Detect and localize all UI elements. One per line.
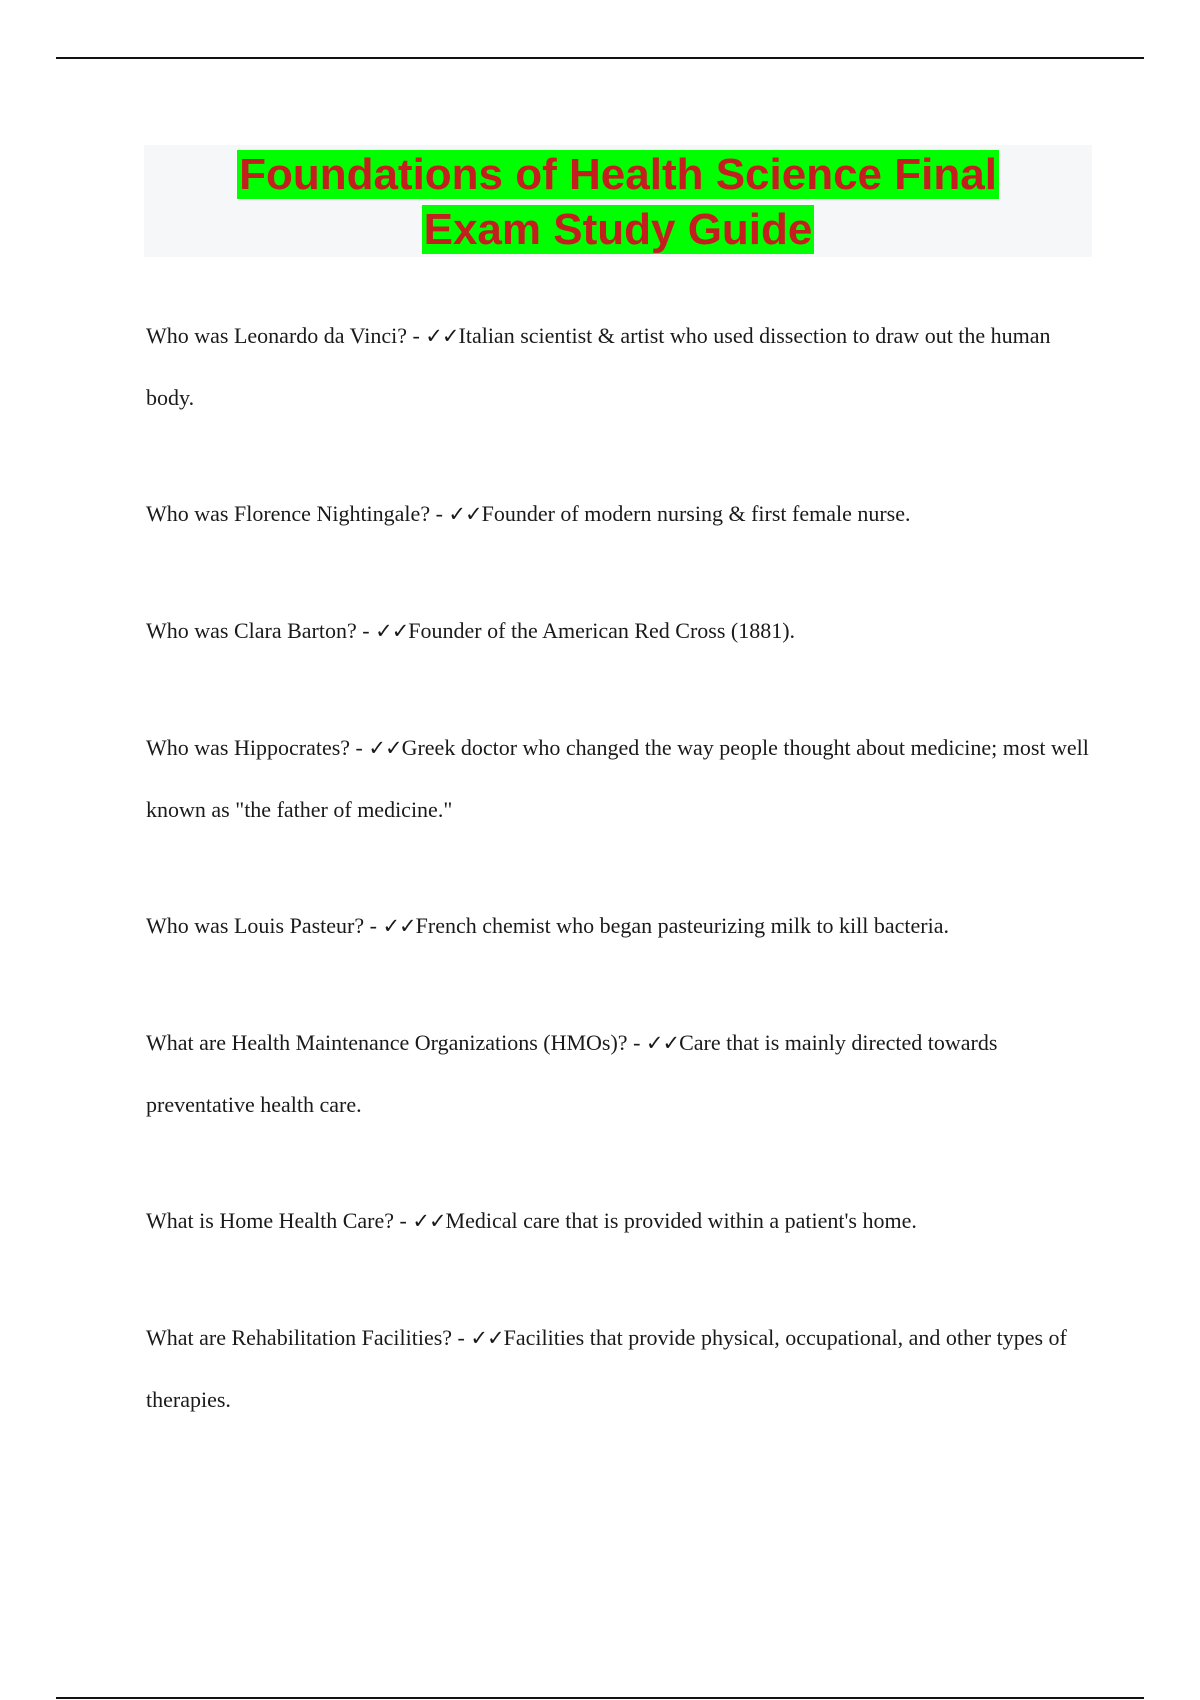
document-title [144,145,1092,257]
qa-item [146,600,1096,662]
answer-text: French chemist who began pasteurizing milk to kill bacteria. [415,913,950,938]
double-check-icon: ✓✓ [368,736,402,760]
title-line-2: Exam Study Guide [423,205,813,254]
double-check-icon: ✓✓ [382,914,416,938]
answer-text: Care that is mainly directed towards preventative health care. [146,1030,998,1117]
question-text: What is Home Health Care? - [146,1208,413,1233]
answer-text: Facilities that provide physical, occupational, and other types of therapies. [146,1325,1067,1412]
double-check-icon: ✓✓ [375,619,409,643]
qa-item [146,305,1096,428]
answer-text: Greek doctor who changed the way people thought about medicine; most well known as "the father of medicine." [146,735,1089,822]
double-check-icon: ✓✓ [470,1326,504,1350]
question-text: Who was Clara Barton? - [146,618,376,643]
double-check-icon: ✓✓ [645,1031,680,1055]
double-check-icon: ✓✓ [412,1209,446,1233]
answer-text: Italian scientist & artist who used dissection to draw out the human body. [146,323,1051,410]
question-text: Who was Leonardo da Vinci? - [146,323,426,348]
qa-list [146,305,1096,1485]
double-check-icon: ✓✓ [448,502,482,526]
qa-item [146,1012,1096,1135]
qa-item [146,1190,1096,1252]
header-rule [56,57,1144,59]
question-text: Who was Hippocrates? - [146,735,369,760]
title-band [144,145,1092,257]
footer-rule [56,1697,1144,1699]
question-text: What are Health Maintenance Organizations (HMOs)? - [146,1030,646,1055]
question-text: Who was Florence Nightingale? - [146,501,449,526]
title-line-1: Foundations of Health Science Final [239,150,997,199]
question-text: What are Rehabilitation Facilities? - [146,1325,471,1350]
double-check-icon: ✓✓ [425,324,459,348]
answer-text: Founder of the American Red Cross (1881). [408,618,796,643]
qa-item [146,1307,1096,1430]
answer-text: Founder of modern nursing & first female nurse. [481,501,911,526]
qa-item [146,895,1096,957]
qa-item [146,483,1096,545]
qa-item [146,717,1096,840]
answer-text: Medical care that is provided within a patient's home. [445,1208,917,1233]
question-text: Who was Louis Pasteur? - [146,913,383,938]
